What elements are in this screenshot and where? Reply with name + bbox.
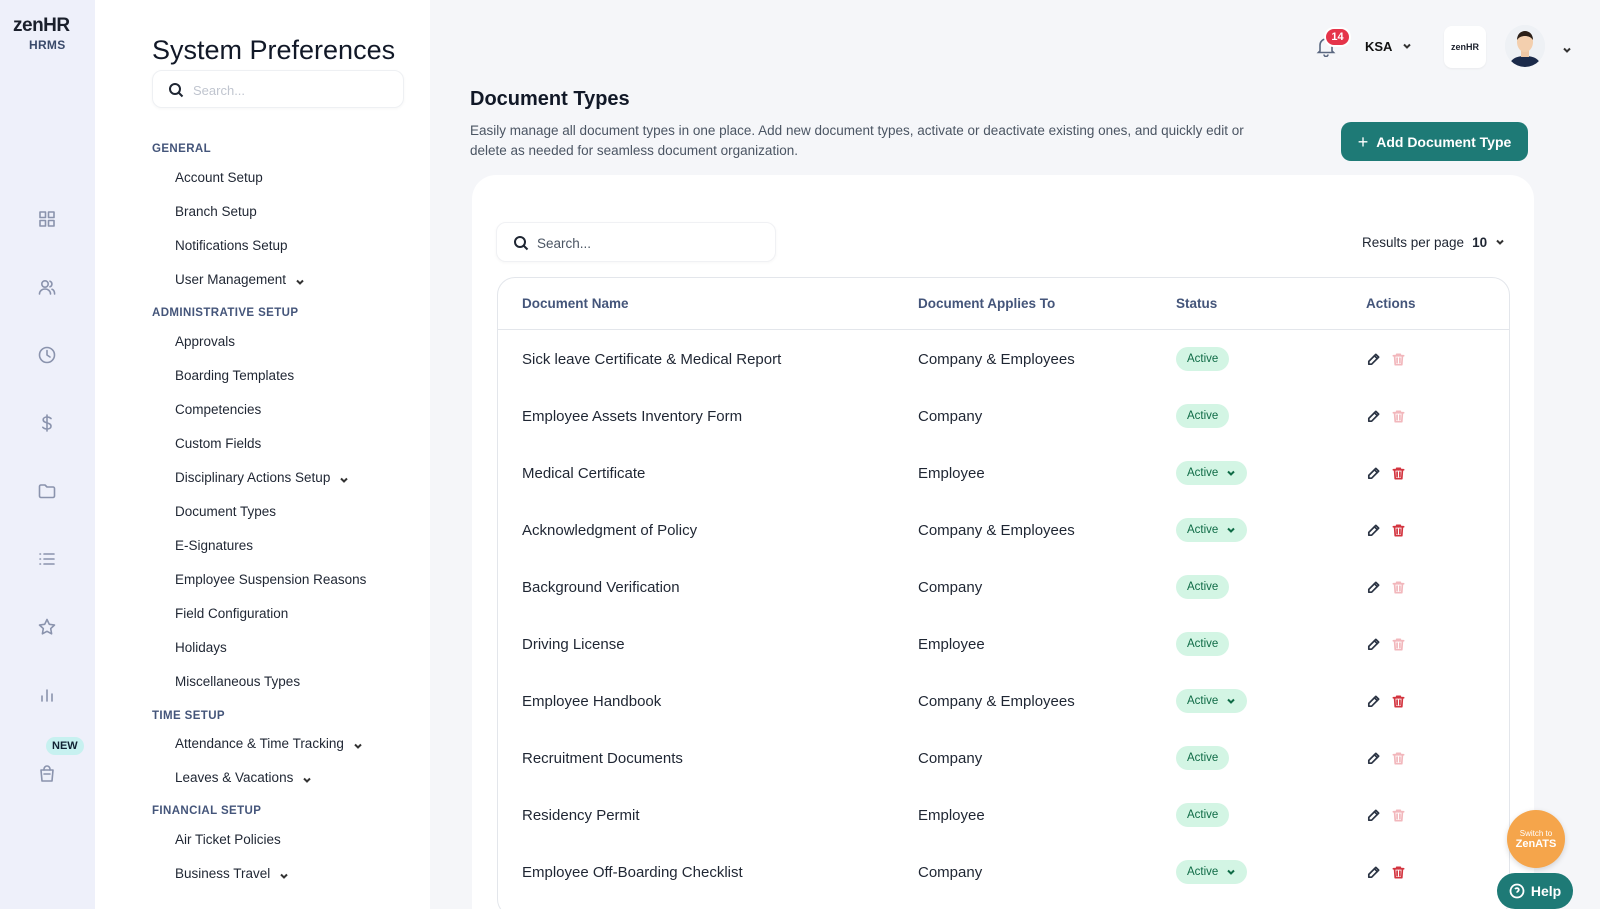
- country-label: KSA: [1365, 39, 1393, 54]
- settings-title: System Preferences: [152, 35, 396, 65]
- document-name-cell: Residency Permit: [522, 806, 640, 824]
- zenhr-logo[interactable]: [13, 16, 70, 52]
- applies-to-cell: Employee: [918, 464, 985, 482]
- nav-competencies[interactable]: [175, 402, 261, 417]
- edit-icon[interactable]: [1366, 580, 1381, 595]
- avatar[interactable]: [1505, 25, 1545, 67]
- applies-to-cell: Company: [918, 749, 983, 767]
- nav-account-setup[interactable]: [175, 170, 263, 185]
- nav-label: Employee Suspension Reasons: [175, 572, 367, 587]
- status-label: Active: [1187, 410, 1219, 422]
- status-badge[interactable]: [1176, 461, 1247, 485]
- chevron-down-icon: [279, 869, 289, 879]
- edit-icon[interactable]: [1366, 409, 1381, 424]
- status-cell: [1176, 330, 1229, 388]
- table-row: [498, 729, 1509, 787]
- nav-label: Disciplinary Actions Setup: [175, 470, 331, 485]
- status-cell: [1176, 672, 1247, 730]
- nav-label: Custom Fields: [175, 436, 262, 451]
- row-actions: [1366, 466, 1406, 481]
- row-actions: [1366, 808, 1406, 823]
- nav-label: User Management: [175, 272, 287, 287]
- trash-icon: [1391, 352, 1406, 367]
- edit-icon[interactable]: [1366, 694, 1381, 709]
- edit-icon[interactable]: [1366, 808, 1381, 823]
- switch-to-zenats-button[interactable]: [1507, 810, 1565, 868]
- document-name-cell: Medical Certificate: [522, 464, 646, 482]
- status-badge: [1176, 404, 1229, 428]
- status-label: Active: [1187, 809, 1219, 821]
- header-status[interactable]: Status: [1176, 296, 1218, 311]
- settings-search-input[interactable]: [193, 80, 393, 100]
- help-label: Help: [1530, 883, 1562, 899]
- nav-label: Notifications Setup: [175, 238, 288, 253]
- nav-e-signatures[interactable]: [175, 538, 253, 553]
- company-logo[interactable]: [1444, 26, 1486, 68]
- nav-business-travel[interactable]: [175, 866, 289, 881]
- document-name-cell: Recruitment Documents: [522, 749, 683, 767]
- plus-icon: +: [1357, 131, 1369, 152]
- logo-text: zenHR: [13, 15, 70, 36]
- chevron-down-icon: [295, 275, 305, 285]
- table-row: [498, 786, 1509, 844]
- search-icon: [168, 82, 184, 98]
- table-search-input[interactable]: [537, 233, 757, 253]
- people-icon[interactable]: [36, 276, 58, 298]
- section-time: TIME SETUP: [152, 710, 226, 722]
- nav-boarding-templates[interactable]: [175, 368, 294, 383]
- nav-label: Document Types: [175, 504, 277, 519]
- dashboard-icon[interactable]: [36, 208, 58, 230]
- table-row: [498, 444, 1509, 502]
- applies-to-cell: Company & Employees: [918, 350, 1075, 368]
- bar-chart-icon[interactable]: [36, 684, 58, 706]
- status-cell: [1176, 444, 1247, 502]
- company-logo-text: zenHR: [1450, 42, 1479, 52]
- nav-user-management[interactable]: [175, 272, 305, 287]
- chevron-down-icon: [1495, 235, 1505, 250]
- status-label: Active: [1187, 581, 1219, 593]
- status-cell: [1176, 558, 1229, 616]
- chevron-down-icon: [1226, 525, 1236, 535]
- status-badge[interactable]: [1176, 518, 1247, 542]
- nav-label: Air Ticket Policies: [175, 832, 281, 847]
- row-actions: [1366, 637, 1406, 652]
- edit-icon[interactable]: [1366, 751, 1381, 766]
- logo-subtext: HRMS: [29, 38, 66, 52]
- trash-icon: [1391, 751, 1406, 766]
- chevron-down-icon: [353, 739, 363, 749]
- nav-attendance[interactable]: [175, 736, 363, 751]
- row-actions: [1366, 352, 1406, 367]
- chevron-down-icon[interactable]: [1562, 42, 1572, 60]
- status-badge[interactable]: [1176, 860, 1247, 884]
- header-document-name[interactable]: Document Name: [522, 296, 629, 311]
- actions-cell: [1366, 501, 1406, 559]
- nav-misc-types[interactable]: [175, 674, 300, 689]
- zenats-line1: Switch to: [1519, 828, 1553, 838]
- document-name-cell: Sick leave Certificate & Medical Report: [522, 350, 782, 368]
- trash-icon[interactable]: [1391, 694, 1406, 709]
- status-label: Active: [1187, 752, 1219, 764]
- row-actions: [1366, 694, 1406, 709]
- edit-icon[interactable]: [1366, 466, 1381, 481]
- document-name-cell: Employee Assets Inventory Form: [522, 407, 743, 425]
- status-cell: [1176, 387, 1229, 445]
- results-per-page-value: 10: [1472, 235, 1488, 250]
- status-badge: [1176, 347, 1229, 371]
- section-financial: FINANCIAL SETUP: [152, 805, 262, 817]
- status-cell: [1176, 501, 1247, 559]
- chevron-down-icon: [1226, 867, 1236, 877]
- status-badge: [1176, 575, 1229, 599]
- notification-badge: 14: [1324, 27, 1351, 47]
- page-description: Easily manage all document types in one place. Add new document types, activate or deactivate existing ones, and quickly edit or delete as needed for seamless document organization.: [470, 123, 1244, 158]
- status-cell: [1176, 615, 1229, 673]
- status-cell: [1176, 843, 1247, 901]
- trash-icon: [1391, 637, 1406, 652]
- bag-icon[interactable]: [36, 763, 58, 785]
- settings-search-box[interactable]: [152, 70, 404, 108]
- table-row: [498, 501, 1509, 559]
- user-avatar-icon: [1505, 25, 1545, 67]
- search-icon: [513, 235, 529, 251]
- nav-label: Miscellaneous Types: [175, 674, 301, 689]
- table-row: [498, 672, 1509, 730]
- trash-icon: [1391, 808, 1406, 823]
- row-actions: [1366, 751, 1406, 766]
- star-icon[interactable]: [36, 616, 58, 638]
- actions-cell: [1366, 387, 1406, 445]
- results-per-page-select[interactable]: [1472, 235, 1505, 250]
- question-icon: [1509, 883, 1525, 899]
- applies-to-cell: Company: [918, 407, 983, 425]
- nav-air-ticket[interactable]: [175, 832, 281, 847]
- folder-icon[interactable]: [36, 480, 58, 502]
- nav-label: Business Travel: [175, 866, 271, 881]
- chevron-down-icon: [1226, 696, 1236, 706]
- chevron-down-icon: [1226, 468, 1236, 478]
- results-per-page-label: Results per page: [1362, 235, 1465, 250]
- applies-to-cell: Company: [918, 863, 983, 881]
- table-row: [498, 615, 1509, 673]
- table-search-box[interactable]: [496, 222, 776, 262]
- table-header: [498, 278, 1509, 330]
- document-types-table: [497, 277, 1510, 909]
- edit-icon[interactable]: [1366, 352, 1381, 367]
- results-per-page: [1362, 235, 1505, 250]
- help-button[interactable]: [1497, 873, 1573, 909]
- applies-to-cell: Employee: [918, 806, 985, 824]
- actions-cell: [1366, 444, 1406, 502]
- actions-cell: [1366, 672, 1406, 730]
- status-cell: [1176, 729, 1229, 787]
- applies-to-cell: Employee: [918, 635, 985, 653]
- nav-label: Boarding Templates: [175, 368, 295, 383]
- row-actions: [1366, 409, 1406, 424]
- new-badge: NEW: [46, 737, 84, 755]
- status-label: Active: [1187, 353, 1219, 365]
- nav-custom-fields[interactable]: [175, 436, 261, 451]
- dollar-icon[interactable]: [36, 412, 58, 434]
- trash-icon[interactable]: [1391, 865, 1406, 880]
- status-label: Active: [1187, 524, 1219, 536]
- table-row: [498, 843, 1509, 901]
- trash-icon[interactable]: [1391, 466, 1406, 481]
- status-label: Active: [1187, 638, 1219, 650]
- page-title: Document Types: [470, 88, 630, 110]
- trash-icon[interactable]: [1391, 523, 1406, 538]
- add-document-type-button[interactable]: [1341, 122, 1528, 161]
- nav-label: Competencies: [175, 402, 262, 417]
- applies-to-cell: Company: [918, 578, 983, 596]
- icon-rail: [0, 0, 95, 909]
- actions-cell: [1366, 615, 1406, 673]
- header-actions: Actions: [1366, 296, 1416, 311]
- zenats-line2: ZenATS: [1515, 837, 1557, 850]
- table-row: [498, 330, 1509, 388]
- document-name-cell: Employee Handbook: [522, 692, 662, 710]
- status-label: Active: [1187, 866, 1219, 878]
- nav-disciplinary-actions[interactable]: [175, 470, 349, 485]
- actions-cell: [1366, 843, 1406, 901]
- nav-label: Branch Setup: [175, 204, 257, 219]
- nav-label: Field Configuration: [175, 606, 289, 621]
- document-name-cell: Employee Off-Boarding Checklist: [522, 863, 743, 881]
- nav-leaves[interactable]: [175, 770, 312, 785]
- status-badge: [1176, 632, 1229, 656]
- list-icon[interactable]: [36, 548, 58, 570]
- document-name-cell: Driving License: [522, 635, 625, 653]
- nav-label: Attendance & Time Tracking: [175, 736, 344, 751]
- applies-to-cell: Company & Employees: [918, 521, 1075, 539]
- section-general: GENERAL: [152, 143, 212, 155]
- header-applies-to[interactable]: Document Applies To: [918, 296, 1056, 311]
- settings-sidebar: [95, 0, 430, 909]
- chevron-down-icon: [302, 773, 312, 783]
- nav-branch-setup[interactable]: [175, 204, 257, 219]
- actions-cell: [1366, 330, 1406, 388]
- clock-icon[interactable]: [36, 344, 58, 366]
- nav-label: Account Setup: [175, 170, 263, 185]
- chevron-down-icon: [339, 473, 349, 483]
- country-selector[interactable]: [1365, 39, 1412, 54]
- document-name-cell: Acknowledgment of Policy: [522, 521, 698, 539]
- row-actions: [1366, 580, 1406, 595]
- nav-field-configuration[interactable]: [175, 606, 288, 621]
- chevron-down-icon: [1402, 39, 1412, 54]
- status-badge[interactable]: [1176, 689, 1247, 713]
- table-row: [498, 558, 1509, 616]
- actions-cell: [1366, 786, 1406, 844]
- add-button-label: Add Document Type: [1376, 133, 1512, 150]
- table-row: [498, 387, 1509, 445]
- status-label: Active: [1187, 695, 1219, 707]
- nav-suspension-reasons[interactable]: [175, 572, 366, 587]
- applies-to-cell: Company & Employees: [918, 692, 1075, 710]
- nav-label: Approvals: [175, 334, 236, 349]
- edit-icon[interactable]: [1366, 865, 1381, 880]
- actions-cell: [1366, 558, 1406, 616]
- trash-icon: [1391, 409, 1406, 424]
- nav-holidays[interactable]: [175, 640, 227, 655]
- edit-icon[interactable]: [1366, 523, 1381, 538]
- status-badge: [1176, 746, 1229, 770]
- nav-label: Holidays: [175, 640, 227, 655]
- row-actions: [1366, 865, 1406, 880]
- actions-cell: [1366, 729, 1406, 787]
- nav-label: Leaves & Vacations: [175, 770, 294, 785]
- document-name-cell: Background Verification: [522, 578, 680, 596]
- edit-icon[interactable]: [1366, 637, 1381, 652]
- nav-document-types[interactable]: [175, 504, 276, 519]
- status-cell: [1176, 786, 1229, 844]
- nav-label: E-Signatures: [175, 538, 254, 553]
- row-actions: [1366, 523, 1406, 538]
- status-badge: [1176, 803, 1229, 827]
- nav-approvals[interactable]: [175, 334, 235, 349]
- nav-notifications-setup[interactable]: [175, 238, 288, 253]
- status-label: Active: [1187, 467, 1219, 479]
- trash-icon: [1391, 580, 1406, 595]
- section-administrative: ADMINISTRATIVE SETUP: [152, 307, 299, 319]
